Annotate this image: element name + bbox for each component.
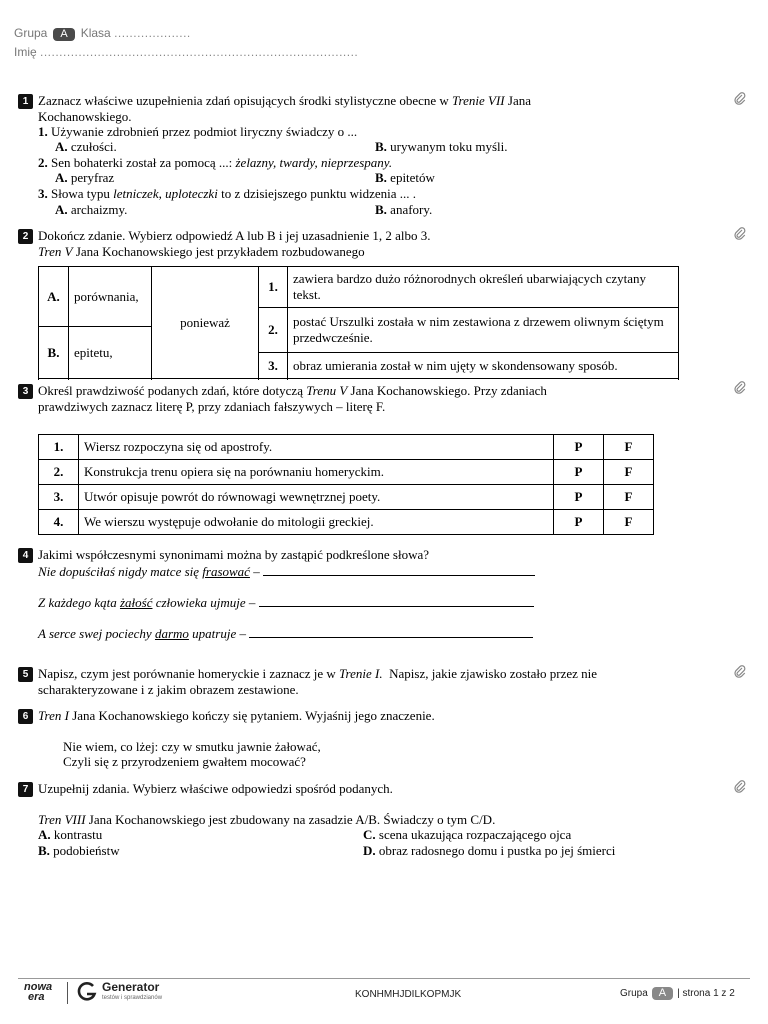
q2-reason-1-text: zawiera bardzo dużo różnorodnych określeń ubarwiających czytany tekst. [288, 267, 679, 308]
q7-option-c: C. scena ukazująca rozpaczającego ojca [363, 827, 572, 842]
question-number-4: 4 [18, 548, 33, 563]
q4-intro: Jakimi współczesnymi synonimami można by zastąpić podkreślone słowa? [38, 547, 429, 562]
answer-blank[interactable] [259, 594, 534, 607]
q1-intro: Zaznacz właściwe uzupełnienia zdań opisujących środki stylistyczne obecne w Trenie VII Jana [38, 93, 531, 108]
q2-table [38, 266, 679, 379]
question-number-2: 2 [18, 229, 33, 244]
attachment-icon [733, 780, 747, 794]
q2-option-a-letter: A. [39, 267, 69, 327]
class-label: Klasa [80, 26, 111, 40]
q6-intro: Tren I Jana Kochanowskiego kończy się pytaniem. Wyjaśnij jego znaczenie. [38, 708, 435, 723]
true-option[interactable]: P [554, 485, 604, 510]
q2-option-a-text: porównania, [69, 267, 152, 327]
q1-statement-1: 1. Używanie zdrobnień przez podmiot liryczny świadczy o ... [38, 124, 358, 139]
false-option[interactable]: F [604, 460, 654, 485]
q7-intro: Uzupełnij zdania. Wybierz właściwe odpowiedzi spośród podanych. [38, 781, 393, 796]
nowa-era-logo: nowa era [24, 981, 53, 1003]
q3-intro: Określ prawdziwość podanych zdań, które dotyczą Trenu V Jana Kochanowskiego. Przy zdaniach [38, 383, 547, 398]
q2-reason-2-num: 2. [259, 308, 288, 353]
q2-reason-1-num: 1. [259, 267, 288, 308]
header-name-row [14, 44, 358, 60]
test-code: KONHMHJDILKOPMJK [355, 989, 462, 1000]
question-number-7: 7 [18, 782, 33, 797]
q1-option-2b: B. epitetów [375, 170, 435, 185]
name-field: ................................................................................... [40, 45, 359, 59]
q4-line-2: Z każdego kąta żałość człowieka ujmuje – [38, 594, 534, 611]
q7-sentence: Tren VIII Jana Kochanowskiego jest zbudowany na zasadzie A/B. Świadczy o tym C/D. [38, 812, 496, 827]
q5-line-2: scharakteryzowane i z jakim obrazem zestawione. [38, 682, 299, 697]
false-option[interactable]: F [604, 435, 654, 460]
true-option[interactable]: P [554, 435, 604, 460]
table-row: 2. Konstrukcja trenu opiera się na porównaniu homeryckim. P F [39, 460, 654, 485]
generator-subtitle: testów i sprawdzianów [102, 995, 163, 1001]
question-number-1: 1 [18, 94, 33, 109]
q1-option-1b: B. urywanym toku myśli. [375, 139, 508, 154]
answer-blank[interactable] [263, 563, 535, 576]
q1-option-3b: B. anafory. [375, 202, 433, 217]
q7-option-a: A. kontrastu [38, 827, 103, 842]
q2-reason-3-num: 3. [259, 353, 288, 379]
table-row: 1. Wiersz rozpoczyna się od apostrofy. P F [39, 435, 654, 460]
q1-option-2a: A. peryfraz [55, 170, 115, 185]
class-field: .................... [114, 26, 191, 40]
footer-logo-divider [67, 982, 68, 1004]
q7-option-d: D. obraz radosnego domu i pustka po jej śmierci [363, 843, 616, 858]
q6-verse-1: Nie wiem, co lżej: czy w smutku jawnie żałować, [63, 739, 321, 754]
header-group-row [14, 25, 191, 41]
q2-subintro: Tren V Jana Kochanowskiego jest przykładem rozbudowanego [38, 244, 365, 259]
question-number-5: 5 [18, 667, 33, 682]
q1-option-3a: A. archaizmy. [55, 202, 128, 217]
false-option[interactable]: F [604, 510, 654, 535]
q2-reason-2-text: postać Urszulki została w nim zestawiona z drzewem oliwnym ściętym przedwcześnie. [288, 308, 679, 353]
q2-reason-3-text: obraz umierania został w nim ujęty w skondensowany sposób. [288, 353, 679, 379]
footer-page-info: Grupa A | strona 1 z 2 [620, 987, 735, 999]
q7-option-b: B. podobieństw [38, 843, 120, 858]
question-number-6: 6 [18, 709, 33, 724]
q1-intro-line2: Kochanowskiego. [38, 109, 132, 124]
attachment-icon [733, 665, 747, 679]
name-label: Imię [14, 45, 37, 59]
q4-line-1: Nie dopuściłaś nigdy matce się frasować – [38, 563, 535, 580]
attachment-icon [733, 381, 747, 395]
generator-logo-icon [76, 981, 98, 1003]
q2-option-b-text: epitetu, [69, 327, 152, 379]
q2-option-b-letter: B. [39, 327, 69, 379]
generator-title: Generator [102, 980, 160, 994]
attachment-icon [733, 227, 747, 241]
q2-because: ponieważ [152, 267, 259, 379]
q4-line-3: A serce swej pociechy darmo upatruje – [38, 625, 533, 642]
q1-statement-3: 3. Słowa typu letniczek, uploteczki to z dzisiejszego punktu widzenia ... . [38, 186, 417, 201]
group-label: Grupa [14, 26, 48, 40]
group-badge: A [53, 28, 74, 41]
q1-statement-2: 2. Sen bohaterki został za pomocą ...: żelazny, twardy, nieprzespany. [38, 155, 393, 170]
q5-line-1: Napisz, czym jest porównanie homeryckie i zaznacz je w Trenie I. Napisz, jakie zjawisko zostało przez nie [38, 666, 598, 681]
true-option[interactable]: P [554, 460, 604, 485]
q2-intro: Dokończ zdanie. Wybierz odpowiedź A lub B i jej uzasadnienie 1, 2 albo 3. [38, 228, 431, 243]
answer-blank[interactable] [249, 625, 533, 638]
footer-divider [18, 978, 750, 979]
attachment-icon [733, 92, 747, 106]
q3-table [38, 434, 654, 535]
q3-intro-line2: prawdziwych zaznacz literę P, przy zdaniach fałszywych – literę F. [38, 399, 386, 414]
table-row: 3. Utwór opisuje powrót do równowagi wewnętrznej poety. P F [39, 485, 654, 510]
q1-option-1a: A. czułości. [55, 139, 117, 154]
footer-group-badge: A [652, 987, 673, 1000]
q6-verse-2: Czyli się z przyrodzeniem gwałtem mocować? [63, 754, 306, 769]
question-number-3: 3 [18, 384, 33, 399]
true-option[interactable]: P [554, 510, 604, 535]
false-option[interactable]: F [604, 485, 654, 510]
table-row: 4. We wierszu występuje odwołanie do mitologii greckiej. P F [39, 510, 654, 535]
